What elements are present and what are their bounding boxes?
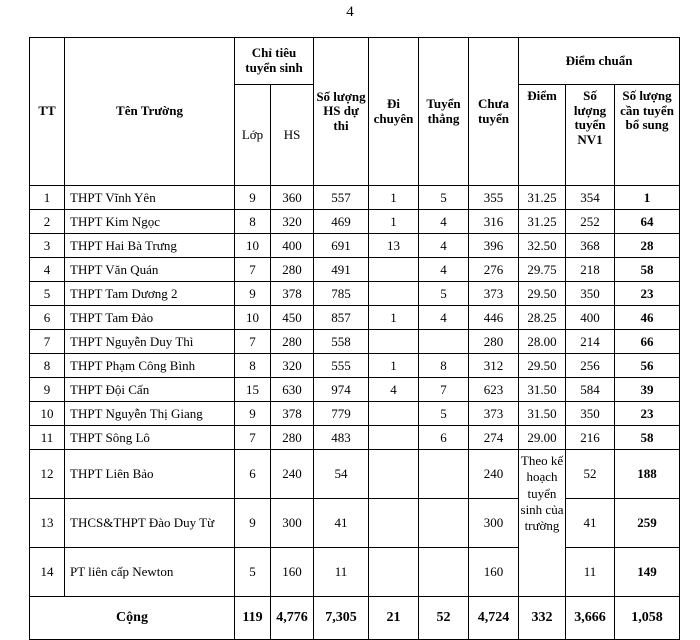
cell-nv1: 41 [566,499,615,548]
cell-hs: 240 [271,450,314,499]
cell-transfer [369,402,419,426]
cell-hs: 280 [271,330,314,354]
cell-hs: 160 [271,548,314,597]
cell-score: 29.75 [519,258,566,282]
cell-supplement: 64 [615,210,680,234]
totals-hs: 4,776 [271,597,314,640]
cell-classes: 10 [235,306,271,330]
cell-supplement: 1 [615,186,680,210]
cell-candidates: 558 [314,330,369,354]
cell-supplement: 66 [615,330,680,354]
cell-direct: 5 [419,186,469,210]
cell-remaining: 312 [469,354,519,378]
table-row [30,354,680,378]
cell-tt: 14 [30,548,65,597]
cell-transfer: 1 [369,186,419,210]
cell-transfer: 1 [369,354,419,378]
totals-direct: 52 [419,597,469,640]
table-row [30,378,680,402]
cell-candidates: 469 [314,210,369,234]
header-nv1-admitted: Số lượng tuyển NV1 [566,85,615,186]
cell-tt: 10 [30,402,65,426]
cell-tt: 9 [30,378,65,402]
cell-score: 31.25 [519,210,566,234]
cell-direct: 4 [419,306,469,330]
cell-school-name: THPT Hai Bà Trưng [65,234,235,258]
cell-remaining: 300 [469,499,519,548]
cell-nv1: 354 [566,186,615,210]
table-row [30,258,680,282]
cell-school-name: THPT Văn Quán [65,258,235,282]
cell-classes: 8 [235,354,271,378]
cell-supplement: 28 [615,234,680,258]
cell-tt: 6 [30,306,65,330]
cell-nv1: 584 [566,378,615,402]
header-cutoff-group: Điểm chuẩn [519,38,680,85]
cell-supplement: 23 [615,282,680,306]
cell-classes: 8 [235,210,271,234]
table-row [30,306,680,330]
cell-score: 31.25 [519,186,566,210]
cell-classes: 15 [235,378,271,402]
cell-candidates: 491 [314,258,369,282]
cell-school-name: THPT Liên Bảo [65,450,235,499]
cell-supplement: 39 [615,378,680,402]
cell-direct [419,330,469,354]
totals-transfer: 21 [369,597,419,640]
cell-score: 28.25 [519,306,566,330]
cell-remaining: 240 [469,450,519,499]
cell-plan-note: Theo kế hoạch tuyển sinh của trường [519,450,566,597]
cell-remaining: 623 [469,378,519,402]
cell-candidates: 54 [314,450,369,499]
cell-hs: 320 [271,210,314,234]
cell-transfer [369,330,419,354]
header-cutoff-score: Điểm [519,85,566,186]
cell-nv1: 350 [566,282,615,306]
cell-candidates: 785 [314,282,369,306]
cell-remaining: 446 [469,306,519,330]
cell-school-name: THPT Tam Dương 2 [65,282,235,306]
cell-nv1: 52 [566,450,615,499]
cell-direct: 4 [419,258,469,282]
cell-nv1: 350 [566,402,615,426]
table-row [30,282,680,306]
cell-candidates: 691 [314,234,369,258]
cell-classes: 9 [235,282,271,306]
cell-school-name: THPT Nguyễn Duy Thì [65,330,235,354]
cell-nv1: 216 [566,426,615,450]
cell-school-name: THPT Nguyễn Thị Giang [65,402,235,426]
header-exam-candidates: Số lượng HS dự thi [314,38,369,186]
header-school-name: Tên Trường [65,38,235,186]
cell-tt: 11 [30,426,65,450]
cell-candidates: 857 [314,306,369,330]
cell-nv1: 214 [566,330,615,354]
cell-tt: 13 [30,499,65,548]
cell-remaining: 355 [469,186,519,210]
cell-direct: 8 [419,354,469,378]
cell-supplement: 188 [615,450,680,499]
totals-supplement: 1,058 [615,597,680,640]
cell-remaining: 373 [469,402,519,426]
cell-nv1: 256 [566,354,615,378]
totals-nv1: 3,666 [566,597,615,640]
cell-score: 29.00 [519,426,566,450]
table-row [30,234,680,258]
header-quota-group: Chỉ tiêu tuyển sinh [235,38,314,85]
cell-supplement: 149 [615,548,680,597]
cell-tt: 12 [30,450,65,499]
cell-hs: 320 [271,354,314,378]
cell-school-name: THPT Kim Ngọc [65,210,235,234]
cell-nv1: 252 [566,210,615,234]
cell-transfer [369,282,419,306]
cell-nv1: 11 [566,548,615,597]
cell-school-name: THPT Đội Cấn [65,378,235,402]
cell-direct [419,499,469,548]
cell-transfer [369,258,419,282]
table-row [30,402,680,426]
cell-classes: 9 [235,186,271,210]
cell-hs: 360 [271,186,314,210]
cell-supplement: 56 [615,354,680,378]
cell-transfer [369,426,419,450]
cell-remaining: 276 [469,258,519,282]
totals-row [30,597,680,640]
table-row [30,548,680,597]
cell-tt: 1 [30,186,65,210]
cell-direct: 5 [419,402,469,426]
cell-school-name: THCS&THPT Đào Duy Từ [65,499,235,548]
cell-school-name: THPT Sông Lô [65,426,235,450]
cell-tt: 4 [30,258,65,282]
cell-direct: 7 [419,378,469,402]
cell-transfer [369,499,419,548]
header-quota-classes: Lớp [235,85,271,186]
cell-remaining: 396 [469,234,519,258]
cell-classes: 7 [235,426,271,450]
cell-candidates: 41 [314,499,369,548]
cell-direct [419,548,469,597]
cell-remaining: 274 [469,426,519,450]
totals-score: 332 [519,597,566,640]
header-direct-admission: Tuyển thẳng [419,38,469,186]
cell-candidates: 11 [314,548,369,597]
totals-classes: 119 [235,597,271,640]
header-tt: TT [30,38,65,186]
cell-transfer [369,450,419,499]
cell-hs: 450 [271,306,314,330]
cell-score: 31.50 [519,378,566,402]
cell-classes: 7 [235,258,271,282]
cell-direct: 4 [419,234,469,258]
cell-classes: 10 [235,234,271,258]
header-transfer-out: Đi chuyên [369,38,419,186]
cell-supplement: 58 [615,258,680,282]
header-supplementary-needed: Số lượng cần tuyển bổ sung [615,85,680,186]
cell-classes: 9 [235,402,271,426]
cell-score: 31.50 [519,402,566,426]
table-row [30,330,680,354]
cell-direct: 4 [419,210,469,234]
cell-direct: 5 [419,282,469,306]
cell-classes: 7 [235,330,271,354]
cell-score: 29.50 [519,282,566,306]
cell-supplement: 46 [615,306,680,330]
cell-candidates: 557 [314,186,369,210]
cell-nv1: 368 [566,234,615,258]
cell-hs: 378 [271,282,314,306]
totals-remaining: 4,724 [469,597,519,640]
cell-tt: 3 [30,234,65,258]
cell-remaining: 316 [469,210,519,234]
cell-remaining: 160 [469,548,519,597]
cell-school-name: THPT Tam Đảo [65,306,235,330]
cell-transfer: 4 [369,378,419,402]
totals-label: Cộng [30,597,235,640]
cell-candidates: 974 [314,378,369,402]
cell-remaining: 373 [469,282,519,306]
cell-candidates: 483 [314,426,369,450]
cell-supplement: 259 [615,499,680,548]
cell-school-name: THPT Vĩnh Yên [65,186,235,210]
table-row [30,499,680,548]
cell-classes: 5 [235,548,271,597]
cell-hs: 280 [271,258,314,282]
cell-hs: 630 [271,378,314,402]
cell-supplement: 58 [615,426,680,450]
cell-transfer: 1 [369,210,419,234]
cell-supplement: 23 [615,402,680,426]
cell-school-name: PT liên cấp Newton [65,548,235,597]
totals-candidates: 7,305 [314,597,369,640]
cell-score: 28.00 [519,330,566,354]
table-row [30,210,680,234]
cell-direct [419,450,469,499]
cell-transfer [369,548,419,597]
table-row [30,450,680,499]
cell-hs: 400 [271,234,314,258]
cell-tt: 5 [30,282,65,306]
cell-tt: 2 [30,210,65,234]
cell-hs: 280 [271,426,314,450]
admission-table [29,37,680,640]
cell-classes: 6 [235,450,271,499]
cell-candidates: 555 [314,354,369,378]
cell-nv1: 400 [566,306,615,330]
cell-score: 29.50 [519,354,566,378]
cell-tt: 7 [30,330,65,354]
header-quota-students: HS [271,85,314,186]
cell-tt: 8 [30,354,65,378]
header-not-admitted: Chưa tuyển [469,38,519,186]
cell-transfer: 1 [369,306,419,330]
cell-classes: 9 [235,499,271,548]
table-row [30,426,680,450]
cell-transfer: 13 [369,234,419,258]
cell-hs: 378 [271,402,314,426]
cell-score: 32.50 [519,234,566,258]
cell-candidates: 779 [314,402,369,426]
cell-direct: 6 [419,426,469,450]
table-row [30,186,680,210]
cell-nv1: 218 [566,258,615,282]
cell-remaining: 280 [469,330,519,354]
cell-hs: 300 [271,499,314,548]
cell-school-name: THPT Phạm Công Bình [65,354,235,378]
page-number: 4 [346,4,354,20]
